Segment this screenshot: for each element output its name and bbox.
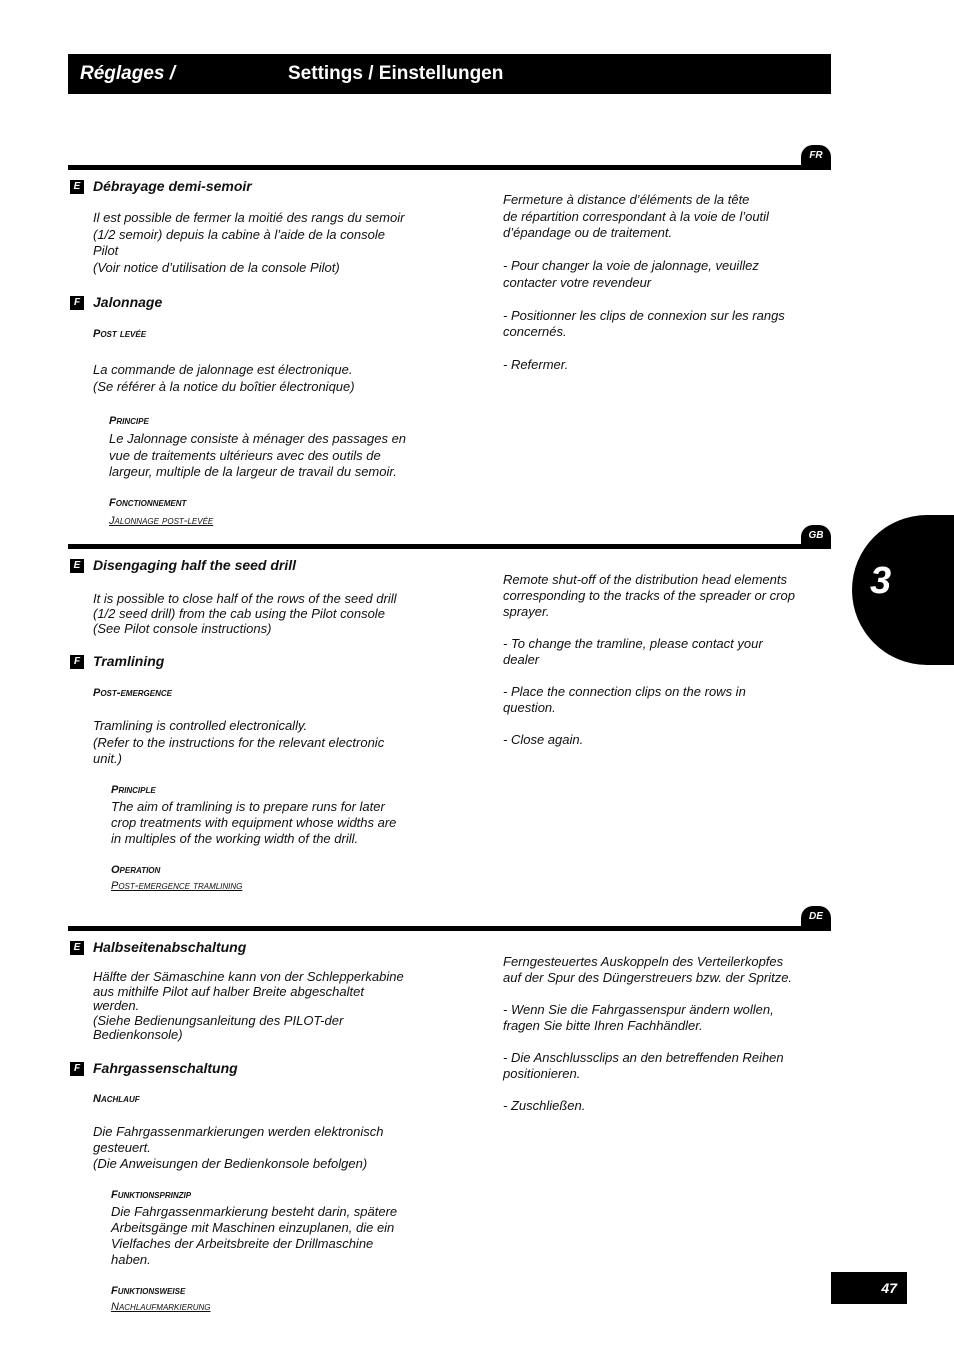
text-e-de: Hälfte der Sämaschine kann von der Schlepperkabine aus mithilfe Pilot auf halber Breite abgeschaltet werden. (Siehe Bedienungsanleitung des PILOT-der Bedienkonsole) — [93, 969, 404, 1043]
subheading-operation: Operation — [111, 864, 161, 876]
heading-e-de: Halbseitenabschaltung — [93, 939, 247, 955]
subheading-post-emergence: Post-emergence — [93, 687, 173, 699]
page-number-box — [831, 1272, 907, 1304]
text-e-fr: Il est possible de fermer la moitié des rangs du semoir (1/2 semoir) depuis la cabine à l’aide de la console Pilot (Voir notice d’utilisation de la console Pilot) — [93, 210, 405, 275]
text-nachlauf: Die Fahrgassenmarkierungen werden elektronisch gesteuert. (Die Anweisungen der Bedienkonsole befolgen) — [93, 1124, 384, 1171]
letter-e-gb: E — [70, 559, 84, 573]
heading-e-gb: Disengaging half the seed drill — [93, 557, 297, 573]
text-post-emergence: Tramlining is controlled electronically. (Refer to the instructions for the relevant electronic unit.) — [93, 718, 385, 766]
text-principe: Le Jalonnage consiste à ménager des passages en vue de traitements ultérieurs avec des outils de largeur, multiple de la largeur de travail du semoir. — [109, 431, 407, 479]
letter-f-de: F — [70, 1062, 84, 1076]
subheading-principe: Principe — [109, 415, 149, 427]
heading-f-gb: Tramlining — [93, 653, 165, 669]
link-jalonnage-post-levee[interactable]: Jalonnage post-levée — [109, 515, 214, 527]
subheading-funktionsweise: Funktionsweise — [111, 1285, 186, 1297]
page-header — [68, 54, 831, 94]
text-right-fr: Fermeture à distance d’éléments de la tête de répartition correspondant à la voie de l’outil d’épandage ou de traitement. - Pour changer la voie de jalonnage, veuillez contacter votre revendeur - Positionner les clips de connexion sur les rangs concernés. - Refermer. — [503, 192, 785, 372]
heading-e-fr: Débrayage demi-semoir — [93, 178, 252, 194]
text-funktionsprinzip: Die Fahrgassenmarkierung besteht darin, spätere Arbeitsgänge mit Maschinen einzuplanen, die ein Vielfaches der Arbeitsbreite der Drillmaschine haben. — [111, 1204, 398, 1267]
heading-f-de: Fahrgassenschaltung — [93, 1060, 238, 1076]
subheading-nachlauf: Nachlauf — [93, 1093, 140, 1105]
letter-e-de: E — [70, 941, 84, 955]
text-e-gb: It is possible to close half of the rows of the seed drill (1/2 seed drill) from the cab using the Pilot console (See Pilot console instructions) — [93, 591, 397, 636]
letter-f-fr: F — [70, 296, 84, 310]
lang-tab-fr: FR — [801, 145, 831, 167]
chapter-tab — [852, 515, 954, 665]
chapter-number: 3 — [870, 560, 892, 602]
heading-f-fr: Jalonnage — [93, 294, 163, 310]
subheading-funktionsprinzip: Funktionsprinzip — [111, 1189, 192, 1201]
text-right-gb: Remote shut-off of the distribution head elements corresponding to the tracks of the spreader or crop sprayer. - To change the tramline, please contact your dealer - Place the connection clips on the rows in question. - Close again. — [503, 572, 795, 747]
subheading-fonctionnement: Fonctionnement — [109, 497, 187, 509]
section-rule-de — [68, 926, 831, 931]
header-title-fr: Réglages / — [80, 63, 176, 84]
subheading-principle: Principle — [111, 784, 156, 796]
text-right-de: Ferngesteuertes Auskoppeln des Verteilerkopfes auf der Spur des Düngerstreuers bzw. der Spritze. - Wenn Sie die Fahrgassenspur ändern wollen, fragen Sie bitte Ihren Fachhändler. - Die Anschlussclips an den betreffenden Reihen positionieren. - Zuschließen. — [503, 954, 793, 1113]
lang-tab-de: DE — [801, 906, 831, 928]
section-rule-fr — [68, 165, 831, 170]
letter-e-fr: E — [70, 180, 84, 194]
text-post-levee: La commande de jalonnage est électronique. (Se référer à la notice du boîtier électronique) — [93, 362, 355, 394]
link-post-emergence-tramlining[interactable]: Post-emergence tramlining — [111, 880, 243, 892]
page-number: 47 — [881, 1280, 897, 1296]
lang-tab-gb: GB — [801, 525, 831, 547]
text-principle: The aim of tramlining is to prepare runs for later crop treatments with equipment whose widths are in multiples of the working width of the drill. — [111, 799, 397, 846]
link-nachlaufmarkierung[interactable]: Nachlaufmarkierung — [111, 1301, 211, 1313]
header-title-rest: Settings / Einstellungen — [288, 63, 504, 84]
letter-f-gb: F — [70, 655, 84, 669]
subheading-post-levee: Post levée — [93, 328, 147, 340]
section-rule-gb — [68, 544, 831, 549]
